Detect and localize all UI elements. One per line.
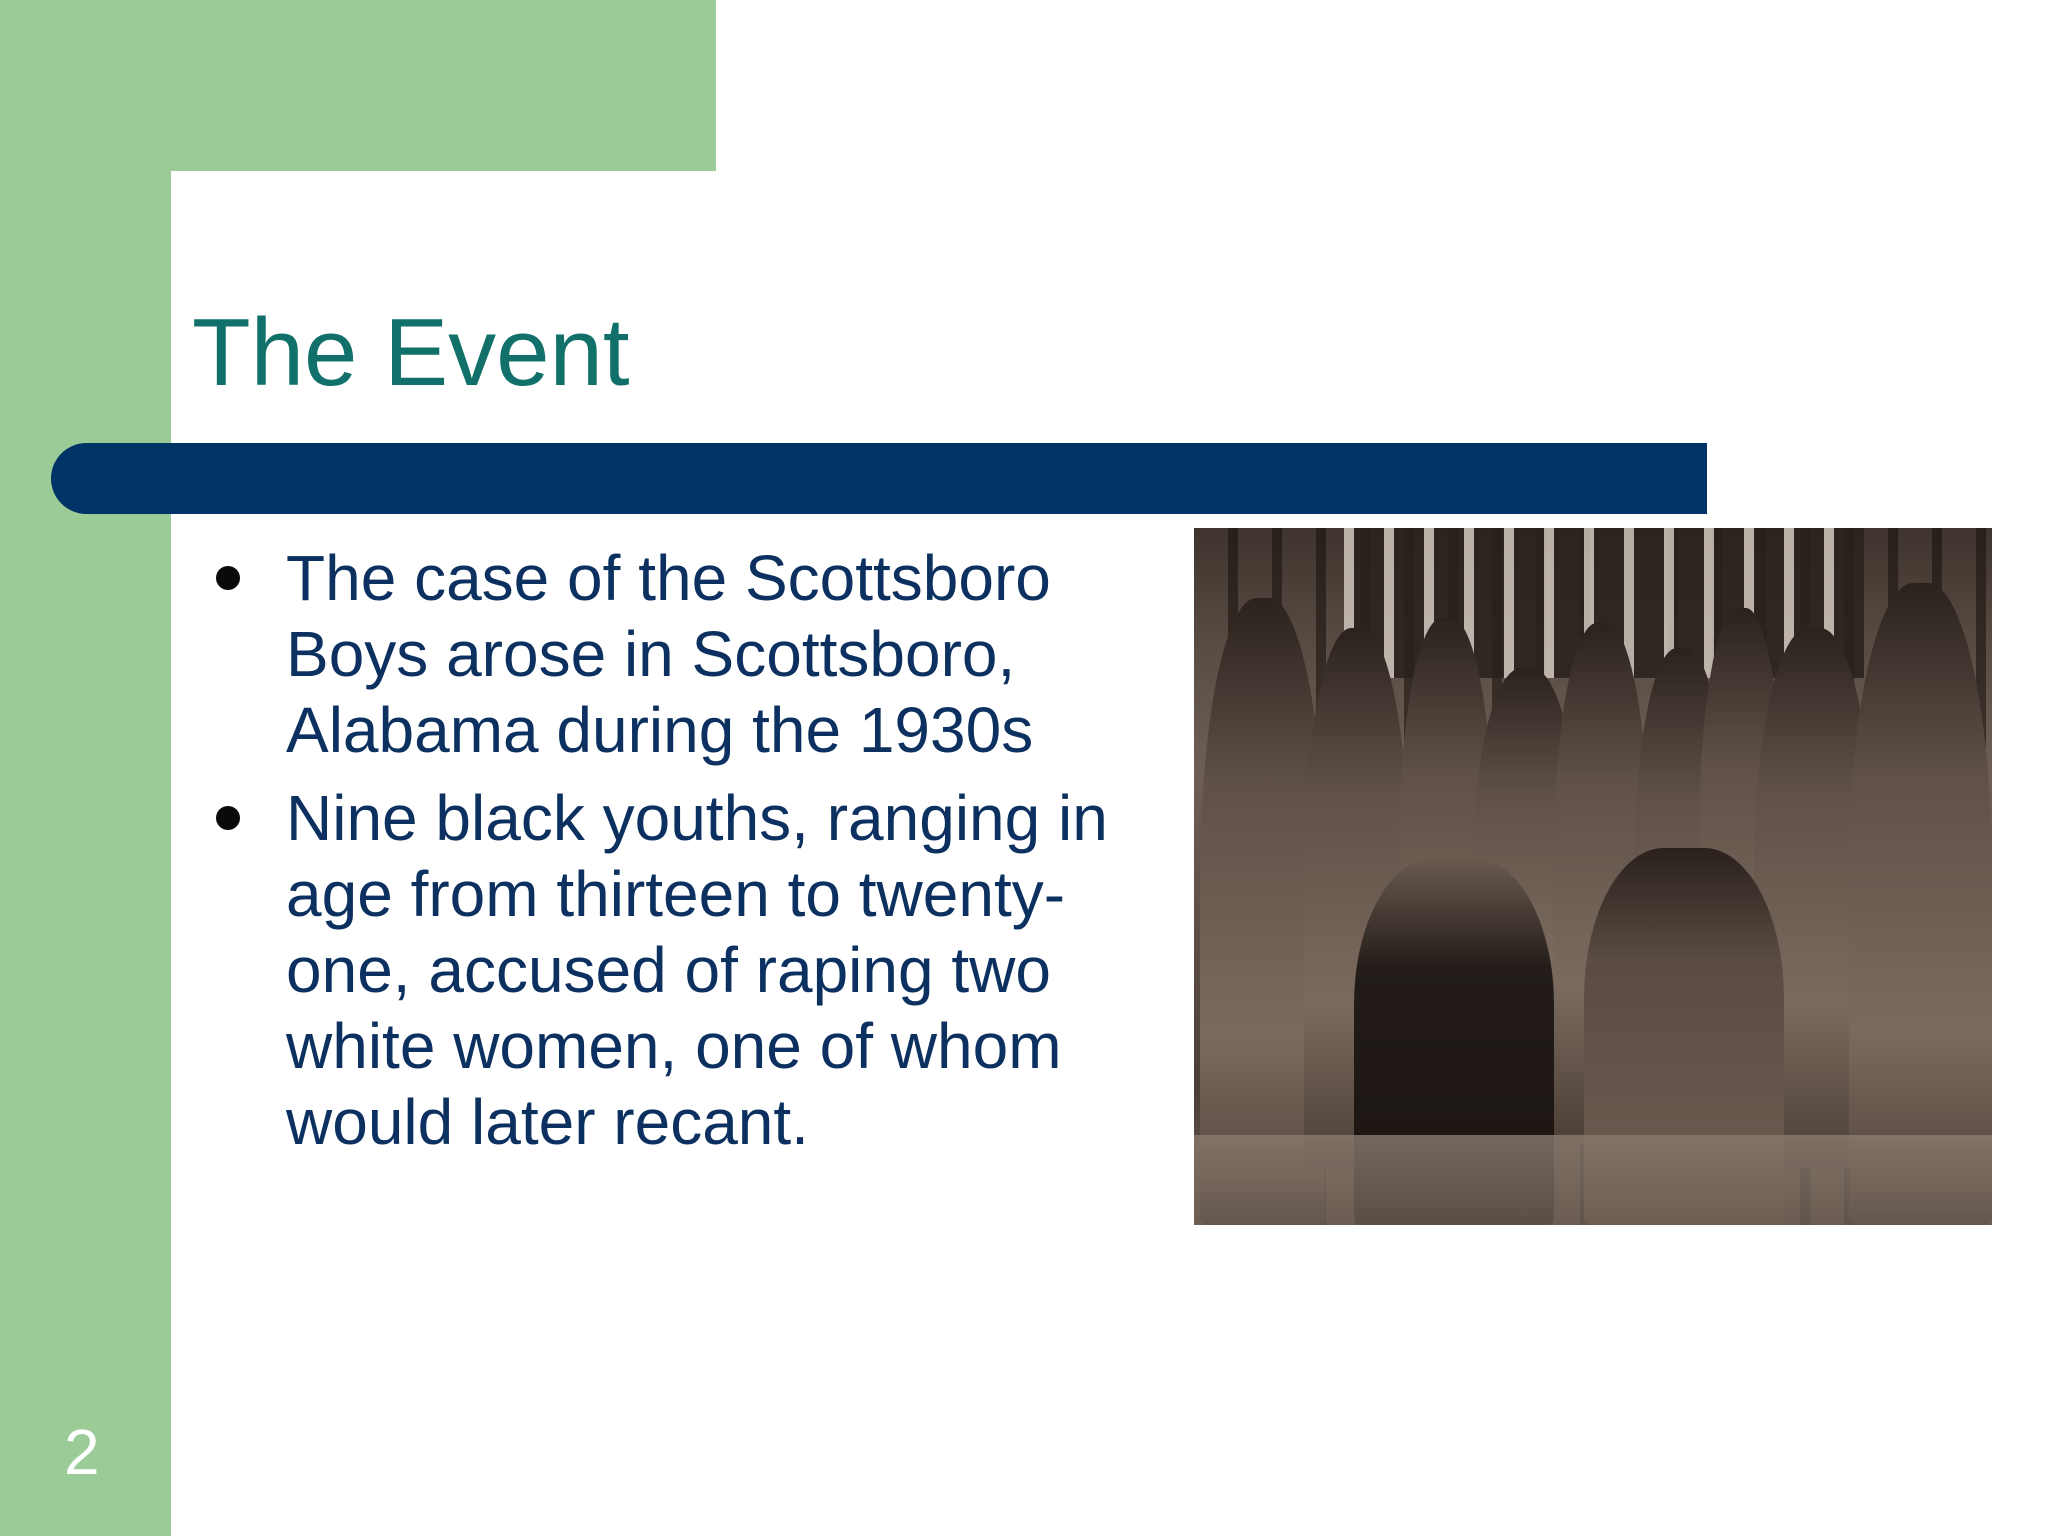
bullet-dot-icon — [216, 806, 240, 830]
historical-photo — [1194, 528, 1992, 1225]
bullet-text: The case of the Scottsboro Boys arose in Scottsboro, Alabama during the 1930s — [286, 542, 1051, 766]
bullet-item — [200, 780, 1180, 1160]
photo-figure — [1849, 583, 1992, 1225]
slide-number: 2 — [64, 1416, 100, 1488]
bullet-text: Nine black youths, ranging in age from thirteen to twenty-one, accused of raping two white women, one of whom would later recant. — [286, 782, 1108, 1158]
bullet-dot-icon — [216, 566, 240, 590]
title-underline-bar — [51, 443, 1707, 514]
bullet-item — [200, 540, 1180, 768]
top-green-band — [0, 0, 716, 171]
photo-floor — [1194, 1135, 1992, 1225]
left-green-band — [0, 0, 171, 1536]
bullet-list — [200, 540, 1180, 1172]
slide-title: The Event — [192, 299, 630, 406]
